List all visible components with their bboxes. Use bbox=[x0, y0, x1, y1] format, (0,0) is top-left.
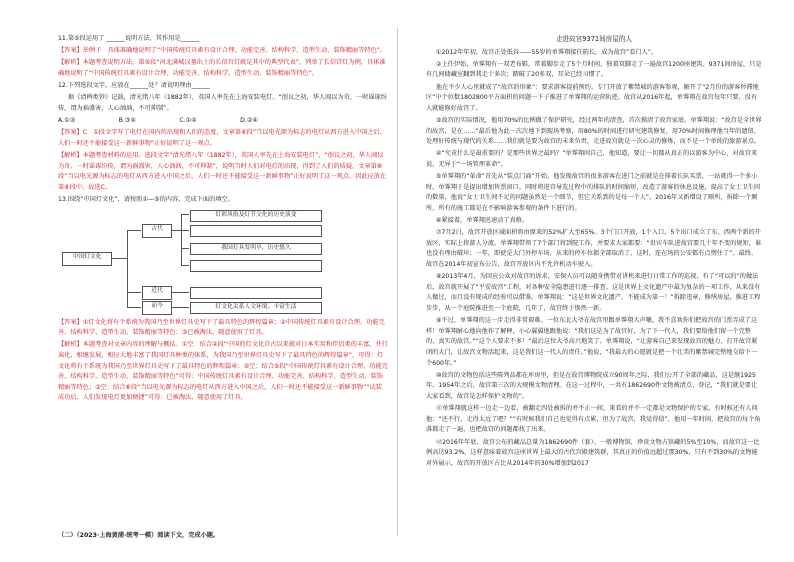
paragraph: ③故宫的实际情况，他用70%的比例做了保护研究，经过两年的清查，首次摸清了故宫家底。单霁翔说：“故宫是全世界的故宫，是在……”最后他为此一次次地下到现场考察，用80%的时间进行研究建筑修复，用70%时间修理他当年的遗留，处理好传统与现代的关系……我们就是要为故宫的未来负责，走进故宫就是一次心灵的修炼，而不是一个单纯的旅游景点。 bbox=[426, 116, 762, 146]
left-column bbox=[58, 34, 388, 406]
diagram-connector bbox=[127, 307, 141, 308]
diagram-connector bbox=[181, 214, 189, 215]
paragraph: ⑨不过，单霁翔的这一步走得非常艰难。一位东北大爷在故宫里跟单霁翔大声嚷，我不喜欢你们把故宫的门票弄成了这样！单霁翔耐心地向他作了解释，小心翼翼地跟他说：“我们这是为了故宫好，为了下一代人，我们要给他们留一个完整的、真实的故宫。”“这个人要求不多！”最后这位大爷高兴地笑了。单霁翔说，“让游客自己来发现故宫的魅力，打开故宫紧闭的大门，让故宫文物活起来，这是我们这一代人的责任。”他说，“我最大的心愿就是把一个壮美的紫禁城完整地交给下一个600年。” bbox=[426, 317, 758, 367]
paragraph: ①2012年年初，故宫正处低谷——55岁的单霁翔接任院长，成为故宫“看门人”。 bbox=[435, 48, 658, 56]
question-12-options bbox=[58, 116, 258, 127]
analysis-12: 【解析】本题考查材料的运用。选段文字“清光绪八年（1882年），英国人率先在上海安装电灯”，“创议之初，华人闻以为奇，一时谣诼纷传，谓为祸盛害，人心汹汹，不可抑制”，说明当时人们对电灯的出现，得到了人们的质疑，文章第⑥段“当以电光源为标志的电灯从西方进入中国之后，人们一时还不能接受这一新鲜事物”正好说明了这一观点。因此应放在第⑥段中。故选C。 bbox=[58, 152, 387, 191]
question-13: 13.围绕“中国灯文化”，请按照①—⑤的内容，完成下面的填空。 bbox=[58, 196, 234, 204]
diagram-connector bbox=[127, 292, 141, 293]
paragraph: ⑥紧接着，单霁翔迅速动了真格。 bbox=[435, 217, 529, 225]
question-11: 11.第⑤段运用了 ______说明方法，其作用是______ bbox=[58, 35, 200, 42]
diagram-modern: 近代 bbox=[142, 286, 172, 300]
diagram-box-2-blank bbox=[190, 225, 322, 237]
paragraph: ⑤单霁翔的“革命”首先从“装点门面”开始，他发现故宫的很多游客在进门之前就是在排着长队买票，一站就得一个多小时，单霁翔于是提出增加售票窗口。同时将进宫导览过程中的排队的时间缩短，改造了游客的休息设施，提高了女士卫生间的数量，他说“女士卫生间不足的问题虽然是一个细节，但它关系到的是每一个人”。2016年又新增设了厕所，拆除一个厕所，所有的施工都是在不影响游客参观的条件下进行的。 bbox=[426, 173, 761, 212]
paragraph: ⑩故宫的文物包括这些陈列品都在库房里，但是在故宫博物院成立90周年之际，我们公开了全部的藏品，这是继1925年、1954年之后，故宫第三次的大规模文物清理。在这一过程中，一共有1862690件文物被清点、登记，“我们就是要让大家看到，故宫是怎样保护文物的”。 bbox=[426, 371, 758, 400]
diagram-box-3: 我国灯具发明早，历史悠久 bbox=[190, 243, 322, 255]
diagram-ancient: 古代 bbox=[142, 224, 172, 238]
section-footer: （二）（2023·上海黄浦·统考一模）阅读下文，完成小题。 bbox=[58, 532, 220, 539]
diagram-box-5: 灯文化关系人文环境、丰富生活 bbox=[190, 302, 322, 314]
answer-13: 【答案】①灯文化将有个系统为我国乃至世界灯具史写下了最具特色的辉煌篇章；②中国传统灯具素有设计合理、功能完善、结构科学、造型生动、装饰精丽等特色；③已被淘汰，随意使用了灯具。 bbox=[58, 318, 385, 337]
diagram-box-1: 灯彩风俗及灯节文化的历史演变 bbox=[190, 210, 322, 222]
concept-diagram bbox=[58, 210, 388, 314]
diagram-connector bbox=[171, 292, 189, 293]
diagram-box-modern-blank bbox=[190, 287, 322, 299]
diagram-connector bbox=[181, 265, 189, 266]
diagram-connector bbox=[181, 230, 189, 231]
paragraph: ④“究竟什么是最重要的？是那些世界之最吗？”单霁翔问自己，他知道，要让一切都从真正的以游客为中心，对故宫来说，无异于“一场管理革命”。 bbox=[426, 150, 758, 168]
option-b: B.③④ bbox=[118, 117, 136, 125]
answer-11: 【答案】举例子 具体准确地说明了“中国传统灯具素有设计合理、功能完善、结构科学、造型生动、装饰精丽等特色”。 bbox=[58, 47, 387, 55]
right-column bbox=[426, 34, 762, 471]
diagram-connector bbox=[111, 258, 127, 259]
paragraph: 他在不少人心里就成了“故宫的形象”：要求游客提前预约、专门开放了紫禁城的游客参观，解开了“2月份的游客停滞地区”中个位数1802800平方面积的问题一下子推进了单霁翔的运营轨迹。故宫从2016年起，单霁翔在故宫每年只要，没有人就能修好故宫了。 bbox=[426, 83, 759, 112]
diagram-connector bbox=[171, 307, 189, 308]
diagram-connector bbox=[181, 214, 182, 266]
option-d: D.②④ bbox=[240, 117, 258, 125]
question-12-text: 据《清稗类钞》记载，清光绪八年（1882年），英国人率先在上海安装电灯。“创议之初，华人闻以为奇，一时谣诼纷传，谓为祸盛害，人心汹汹，不可抑制”。 bbox=[58, 94, 387, 112]
answer-12: 【答案】C ①段文字写了电灯在国内的出现和人们的态度，文章第⑥段“当以电光源为标志的电灯从西方进入中国之后，人们一时还不能接受这一新鲜事物”正好说明了这一观点。 bbox=[58, 129, 386, 147]
paragraph: ⑫2016年年底，故宫公布的藏品总量为1862690件（套）。一般博物馆，珍贵文物占馆藏的5%至10%，而故宫这一比例高达93.2%，这样意味着故宫这座世界上最大的古代宫殿建筑群，其真正的价值远超过那30%，只有不到30%的文物能对外展示，故宫的开放区占比从2014年的30%增加到2017 bbox=[426, 438, 760, 467]
paragraph: ⑪单霁翔就这样一边走一边看，被翻走四处被拆的并不止一间，来看的并不一定都是文物保护的专家，有时候还有人问他：“还不行，走得太远了吧？”“有时候我们自己也觉得有点累，但为了故宫，我觉得值”，他用一年时间，把故宫的每个角落都走了一遍，也把故宫的问题都找了出来。 bbox=[426, 405, 761, 434]
column-divider bbox=[397, 28, 398, 536]
paragraph: ⑦7月2日，故宫开放区域面积将由原来的52%扩大至65%。3个门口开放，1个入口、5个出口成立了东、西两个新的开放区，实际上将游人分流。单霁翔带领了7个部门将到院工作，并要求大家都要：“贵宾车队进故宫要几十年不变的规矩，谁也没有理由破坏；一年，即使是大门外停车场，从来的停车位都全部取消了，这时，连在场的公安都有点愣住了”。最终，故宫在2014年初宣布公告，故宫开放区内不允许机动车驶入。 bbox=[426, 229, 762, 269]
diagram-root: 中国灯文化 bbox=[62, 252, 112, 266]
paragraph: ②上任伊始，单霁翔有一双老布鞋，常着脚步走了5个月时间，独着双脚走了一遍故宫1200座建筑、9371间房屋，只是有几间储藏室翻到我走十多次；踏破了20多双，耳朵已经习惯了。 bbox=[426, 60, 762, 79]
diagram-connector bbox=[181, 248, 189, 249]
diagram-connector bbox=[127, 230, 141, 231]
analysis-11: 【解析】本题考查说明方法。第⑤段“河北满城汉墓出土的长信宫灯就是其中的典型代表”，列举了长信宫灯为例，具体准确地说明了“中国传统灯具素有设计合理、功能完善、结构科学、造型生动、装饰精丽等特色”。 bbox=[58, 59, 386, 77]
article-title: 走进故宫9371间房屋的人 bbox=[555, 35, 633, 43]
diagram-box-4-blank bbox=[190, 260, 322, 272]
diagram-connector bbox=[127, 230, 128, 308]
option-a: A.①③ bbox=[58, 117, 76, 125]
question-12: 12.下列选段文字，应放在______处？请说明理由______ bbox=[58, 82, 211, 90]
analysis-13: 【解析】本题考查对文章内容的理解与概括。①空：结合②段“中国的灯文化自古以来就对日本实用和伴侣类的丰富，并行演化，相继发展，相应大地丰富了我国灯具种类的体系，为我国乃至世界灯具史写下了最具特色的辉煌篇章”，可得：灯文化将有个系统为我国乃至世界灯具史写下了最具特色的辉煌篇章；②空：结合⑤段“中国传统灯具素有设计合理、功能完善、结构科学、造型生动、装饰精丽等特色”可得：中国传统灯具素有设计合理、功能完善、结构科学、造型生动、装饰精丽等特色；③空：结合⑥段“当以电光源为标志的电灯从西方进入中国之后，人们一时还不能接受这一新鲜事物”“试装成功后，人们发现电灯更加便捷”可得：已被淘汰，随意使用了灯具。 bbox=[58, 341, 388, 402]
option-c: C.①④ bbox=[179, 117, 197, 125]
diagram-now: 而今 bbox=[142, 301, 172, 315]
paragraph: ⑧2013年4月，为回应公众对故宫的诉求，安保人员可以随身携带对讲机来进行日常工作的巡视，有了“可以的”的做法后，故宫就开展了“平安故宫”工程，对各种安全隐患进行逐一排查。这是世界上文化遗产中最为复杂的一项工作，从来没有人做过，而且没有现成的经验可以借鉴。单霁翔说：“这是世界文化遗产，不能成为第一！”拆除违章，修缮房屋，推进工程步步，从一个庭院推进至一个庭院，几年了，故宫终于焕然一新。 bbox=[426, 273, 761, 312]
diagram-connector bbox=[171, 230, 181, 231]
